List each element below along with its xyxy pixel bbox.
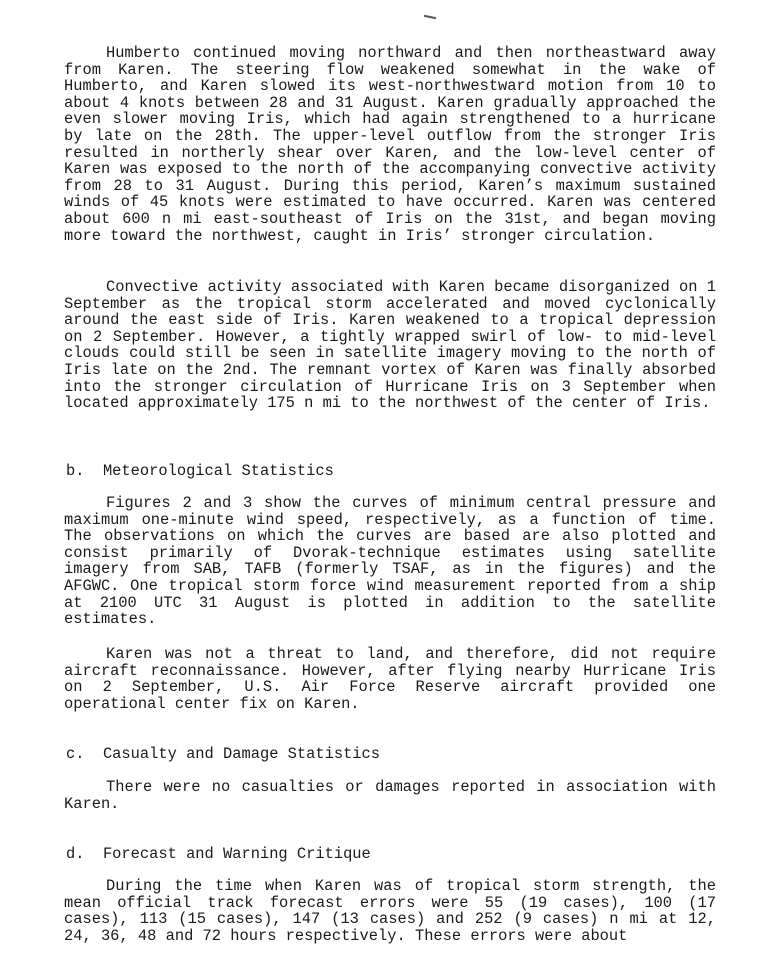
paragraph-karen-track: Humberto continued moving northward and then northeastward away from Karen. The steering flow weakened somewhat in the wake of Humberto, and Karen slowed its west-northwestward motion from 10 to about 4 knots between 28 and 31 August. Karen gradually approached the even slower moving Iris, which had again strengthened to a hurricane by late on the 28th. The upper-level outflow from the stronger Iris resulted in northerly shear over Karen, and the low-level center of Karen was exposed to the north of the accompanying convective activity from 28 to 31 August. During this period, Karen’s maximum sustained winds of 45 knots were estimated to have occurred. Karen was centered about 600 n mi east-southeast of Iris on the 31st, and began moving more toward the northwest, caught in Iris’ stronger circulation.	[64, 44, 716, 245]
scan-mark	[424, 15, 436, 19]
heading-meteorological-statistics: b. Meteorological Statistics	[66, 462, 334, 480]
paragraph-reconnaissance: Karen was not a threat to land, and therefore, did not require aircraft reconnaissance. However, after flying nearby Hurricane Iris on 2 September, U.S. Air Force Reserve aircraft provided one operational center fix on Karen.	[64, 645, 716, 713]
heading-forecast-critique: d. Forecast and Warning Critique	[66, 845, 371, 863]
paragraph-casualties: There were no casualties or damages reported in association with Karen.	[64, 778, 716, 813]
paragraph-forecast-errors: During the time when Karen was of tropical storm strength, the mean official track forecast errors were 55 (19 cases), 100 (17 cases), 113 (15 cases), 147 (13 cases) and 252 (9 cases) n mi at 12, 24, 36, 48 and 72 hours respectively. These errors were about	[64, 877, 716, 945]
paragraph-figures: Figures 2 and 3 show the curves of minimum central pressure and maximum one-minute wind speed, respectively, as a function of time. The observations on which the curves are based are also plotted and consist primarily of Dvorak-technique estimates using satellite imagery from SAB, TAFB (formerly TSAF, as in the figures) and the AFGWC. One tropical storm force wind measurement reported from a ship at 2100 UTC 31 August is plotted in addition to the satellite estimates.	[64, 494, 716, 629]
paragraph-karen-dissipation: Convective activity associated with Karen became disorganized on 1 September as the tropical storm accelerated and moved cyclonically around the east side of Iris. Karen weakened to a tropical depression on 2 September. However, a tightly wrapped swirl of low- to mid-level clouds could still be seen in satellite imagery moving to the north of Iris late on the 2nd. The remnant vortex of Karen was finally absorbed into the stronger circulation of Hurricane Iris on 3 September when located approximately 175 n mi to the northwest of the center of Iris.	[64, 278, 716, 413]
heading-casualty-damage: c. Casualty and Damage Statistics	[66, 745, 381, 763]
